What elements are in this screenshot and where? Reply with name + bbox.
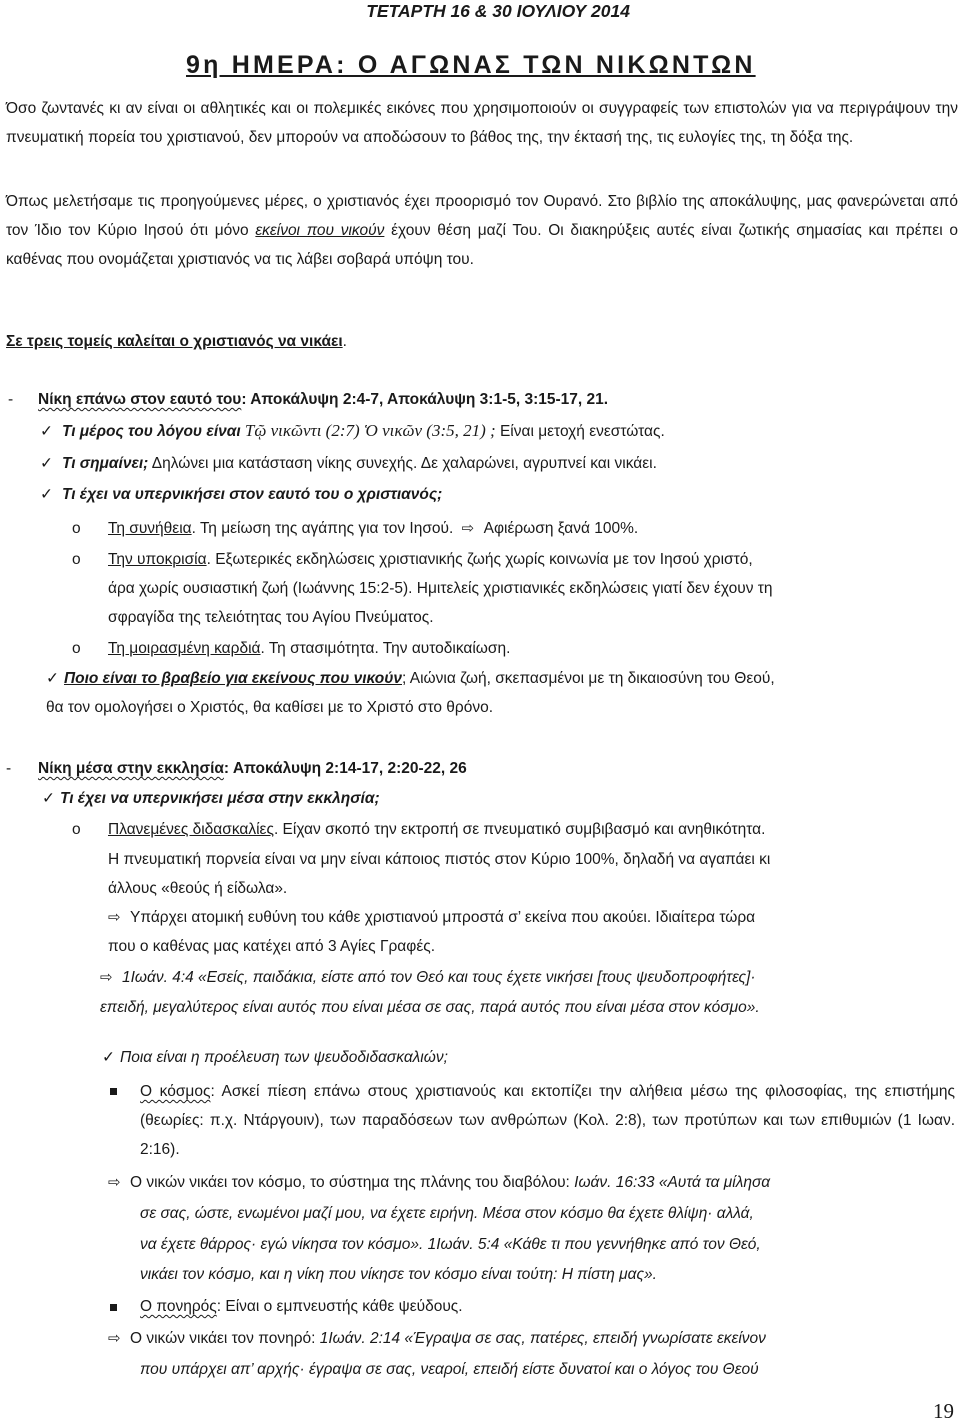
false-teachings-line-2: Η πνευματική πορνεία είναι να μην είναι κάποιος πιστός στον Κύριο 100%, δηλαδή να αγαπάει κι: [108, 851, 771, 868]
item-text: . Τη μείωση της αγάπης για τον Ιησού.: [191, 520, 454, 537]
q2-answer: Δηλώνει μια κατάσταση νίκης συνεχής. Δε χαλαρώνει, αγρυπνεί και νικάει.: [148, 455, 657, 472]
list-item-divided-heart: [108, 634, 510, 663]
outline-arrow-right-icon: ⇨: [461, 520, 475, 537]
false-teachings-line-1: [108, 815, 765, 844]
evil-one-text: : Είναι ο εμπνευστής κάθε ψεύδους.: [216, 1298, 463, 1315]
list-item-hypocrisy-line-3: σφραγίδα της τελειότητας του Αγίου Πνεύματος.: [108, 609, 434, 626]
check-icon: ✓: [40, 423, 53, 440]
intro-paragraph-2: [6, 187, 958, 274]
outline-arrow-right-icon: ⇨: [108, 909, 121, 926]
responsibility-line-1: [108, 903, 755, 932]
world-victory-line-1: [108, 1168, 770, 1197]
item-title: Τη μοιρασμένη καρδιά: [108, 640, 261, 657]
section1-heading-row: [38, 385, 608, 414]
reward-label: Ποιο είναι το βραβείο για εκείνους που νικούν: [64, 670, 402, 687]
check-icon: ✓: [42, 790, 55, 807]
intro-paragraph-2-text-b: έχουν θέση μαζί Του. Οι διακηρύξεις αυτές είναι ζωτικής σημασίας και πρέπει ο καθένας που ονομάζεται χριστιανός να τις λάβει σοβαρά υπόψη του.: [6, 222, 958, 268]
world-paragraph: [140, 1077, 955, 1164]
evil-victory-text: Ο νικών νικάει τον πονηρό:: [130, 1330, 320, 1347]
verse-text-2: επειδή, μεγαλύτερος είναι αυτός που είναι μέσα σε σας, παρά αυτός που είναι μέσα στον κόσμο».: [100, 999, 760, 1016]
section1-dash: -: [8, 391, 14, 408]
three-areas-heading: [6, 327, 958, 356]
section2-question-1: [42, 784, 380, 813]
origin-question-text: Ποια είναι η προέλευση των ψευδοδιδασκαλιών;: [120, 1049, 448, 1066]
outline-arrow-right-icon: ⇨: [108, 1330, 121, 1347]
q3-label: Τι έχει να υπερνικήσει στον εαυτό του ο χριστιανός;: [62, 486, 443, 503]
verse-1john-4-4-line-1: [100, 963, 756, 992]
check-icon: ✓: [102, 1049, 115, 1066]
item-text: . Εξωτερικές εκδηλώσεις χριστιανικής ζωής χωρίς κοινωνία με τον Ιησού χριστό,: [206, 551, 753, 568]
bullet-o: o: [72, 520, 81, 537]
world-title: Ο κόσμος: [140, 1083, 211, 1100]
q1-label: Τι μέρος του λόγου είναι: [62, 423, 241, 440]
section1-heading: Νίκη επάνω στον εαυτό του: [38, 391, 242, 408]
item-text: . Είχαν σκοπό την εκτροπή σε πνευματικό συμβιβασμό και ανηθικότητα.: [273, 821, 766, 838]
list-item-habit: [108, 514, 638, 543]
reward-text-1: ; Αιώνια ζωή, σκεπασμένοι με τη δικαιοσύνη του Θεού,: [402, 670, 775, 687]
bullet-o: o: [72, 551, 81, 568]
section1-question-1: [40, 416, 665, 446]
intro-paragraph-2-text-a: Όπως μελετήσαμε τις προηγούμενες μέρες, ο χριστιανός έχει προορισμό τον Ουρανό. Στο βιβλίο της αποκάλυψης, μας φανερώνεται από τον Ίδιο τον Κύριο Ιησού ότι μόνο: [6, 193, 958, 239]
section2-refs: : Αποκάλυψη 2:14-17, 2:20-22, 26: [223, 760, 467, 777]
item-text: . Τη στασιμότητα. Την αυτοδικαίωση.: [260, 640, 511, 657]
list-item-hypocrisy-line-1: [108, 545, 753, 574]
responsibility-text-1: Υπάρχει ατομική ευθύνη του κάθε χριστιανού μπροστά σ’ εκείνα που ακούει. Ιδιαίτερα τώρα: [130, 909, 756, 926]
section2-heading: Νίκη μέσα στην εκκλησία: [38, 760, 224, 777]
page-number: 19: [933, 1399, 954, 1423]
verse-1john-4-4-line-2: [100, 993, 760, 1022]
three-areas-end: .: [342, 333, 347, 350]
world-line-1: : Ασκεί πίεση επάνω στους χριστιανούς και εκτοπίζει την αλήθεια μέσω της: [210, 1083, 758, 1100]
q1-answer: Είναι μετοχή ενεστώτας.: [499, 423, 665, 440]
check-icon: ✓: [40, 455, 53, 472]
item-arrow-text: Αφιέρωση ξανά 100%.: [483, 520, 639, 537]
item-title: Πλανεμένες διδασκαλίες: [108, 821, 274, 838]
section2-dash: -: [6, 760, 12, 777]
evil-victory-line-1: [108, 1324, 766, 1353]
section2-q1-label: Τι έχει να υπερνικήσει μέσα στην εκκλησία;: [60, 790, 380, 807]
square-bullet-icon: [110, 1076, 117, 1105]
evil-one-title: Ο πονηρός: [140, 1298, 217, 1315]
intro-paragraph-1: Όσο ζωντανές κι αν είναι οι αθλητικές και οι πολεμικές εικόνες που χρησιμοποιούν οι συγγραφείς των επιστολών για να περιγράψουν την πνευματική πορεία του χριστιανού, δεν μπορούν να αποδώσουν το βάθος της, την έκτασή της, τις ευλογίες της, τη δόξα της.: [6, 100, 958, 146]
verse-text-1: 1Ιωάν. 4:4 «Εσείς, παιδάκια, είστε από τον Θεό και τους έχετε νικήσει [τους ψευδοπροφήτες]·: [122, 969, 756, 986]
header-date: ΤΕΤΑΡΤΗ 16 & 30 ΙΟΥΛΙΟΥ 2014: [366, 1, 630, 21]
world-victory-line-3: να έχετε θάρρος· εγώ νίκησα τον κόσμο». 1Ιωάν. 5:4 «Κάθε τι που γεννήθηκε από τον Θεό,: [140, 1236, 761, 1253]
check-icon: ✓: [40, 486, 53, 503]
responsibility-line-2: που ο καθένας μας κατέχει από 3 Αγίες Γραφές.: [108, 938, 436, 955]
item-title: Την υποκρισία: [108, 551, 207, 568]
check-icon: ✓: [46, 670, 59, 687]
false-teachings-line-3: άλλους «θεούς ή είδωλα».: [108, 880, 288, 897]
world-victory-line-4: νικάει τον κόσμο, και η νίκη που νίκησε τον κόσμο είναι τούτη: Η πίστη μας».: [140, 1266, 657, 1283]
item-title: Τη συνήθεια: [108, 520, 192, 537]
square-bullet-icon: [110, 1292, 117, 1321]
q2-label: Τι σημαίνει;: [62, 455, 149, 472]
bullet-o: o: [72, 640, 81, 657]
world-line-2: φιλοσοφίας, της επιστήμης (θεωρίες: π.χ. Ντάργουιν), των παραδόσεων των ανθρώπων (Κολ.: [140, 1083, 956, 1129]
outline-arrow-right-icon: ⇨: [100, 969, 113, 986]
evil-victory-ref: 1Ιωάν. 2:14 «Έγραψα σε σας, πατέρες, επειδή γνωρίσατε εκείνον: [319, 1330, 766, 1347]
reward-line-2: θα τον ομολογήσει ο Χριστός, θα καθίσει με το Χριστό στο θρόνο.: [46, 699, 494, 716]
section2-heading-row: [38, 754, 467, 783]
q1-greek-text: Τῷ νικῶντι (2:7) Ὁ νικῶν (3:5, 21) ;: [240, 421, 500, 440]
bullet-o: o: [72, 821, 81, 838]
three-areas-text: Σε τρεις τομείς καλείται ο χριστιανός να νικάει: [6, 333, 343, 350]
section1-refs: : Αποκάλυψη 2:4-7, Αποκάλυψη 3:1-5, 3:15-17, 21.: [241, 391, 609, 408]
reward-line-1: [46, 664, 775, 693]
emphasis-those-who-overcome: εκείνοι που νικούν: [255, 222, 385, 239]
world-line-3: 2:8), των προτύπων και των επιθυμιών (1 Ιωαν. 2:16).: [140, 1112, 956, 1158]
evil-one-line: [140, 1292, 463, 1321]
world-victory-text: Ο νικών νικάει τον κόσμο, το σύστημα της πλάνης του διαβόλου:: [130, 1174, 575, 1191]
world-victory-ref: Ιωάν. 16:33 «Αυτά τα μίλησα: [574, 1174, 771, 1191]
world-victory-line-2: σε σας, ώστε, ενωμένοι μαζί μου, να έχετε ειρήνη. Μέσα στον κόσμο θα έχετε θλίψη· αλλά,: [140, 1205, 754, 1222]
list-item-hypocrisy-line-2: άρα χωρίς ουσιαστική ζωή (Ιωάννης 15:2-5). Ημιτελείς χριστιανικές εκδηλώσεις γιατί δεν έχουν τη: [108, 580, 773, 597]
section1-question-3: [40, 480, 442, 509]
page-title: 9η ΗΜΕΡΑ: Ο ΑΓΩΝΑΣ ΤΩΝ ΝΙΚΩΝΤΩΝ: [186, 51, 756, 79]
origin-question: [102, 1043, 448, 1072]
evil-victory-line-2: που υπάρχει απ’ αρχής· έγραψα σε σας, νεαροί, επειδή είστε δυνατοί και ο λόγος του Θεού: [140, 1361, 759, 1378]
section1-question-2: [40, 449, 657, 478]
outline-arrow-right-icon: ⇨: [108, 1174, 121, 1191]
